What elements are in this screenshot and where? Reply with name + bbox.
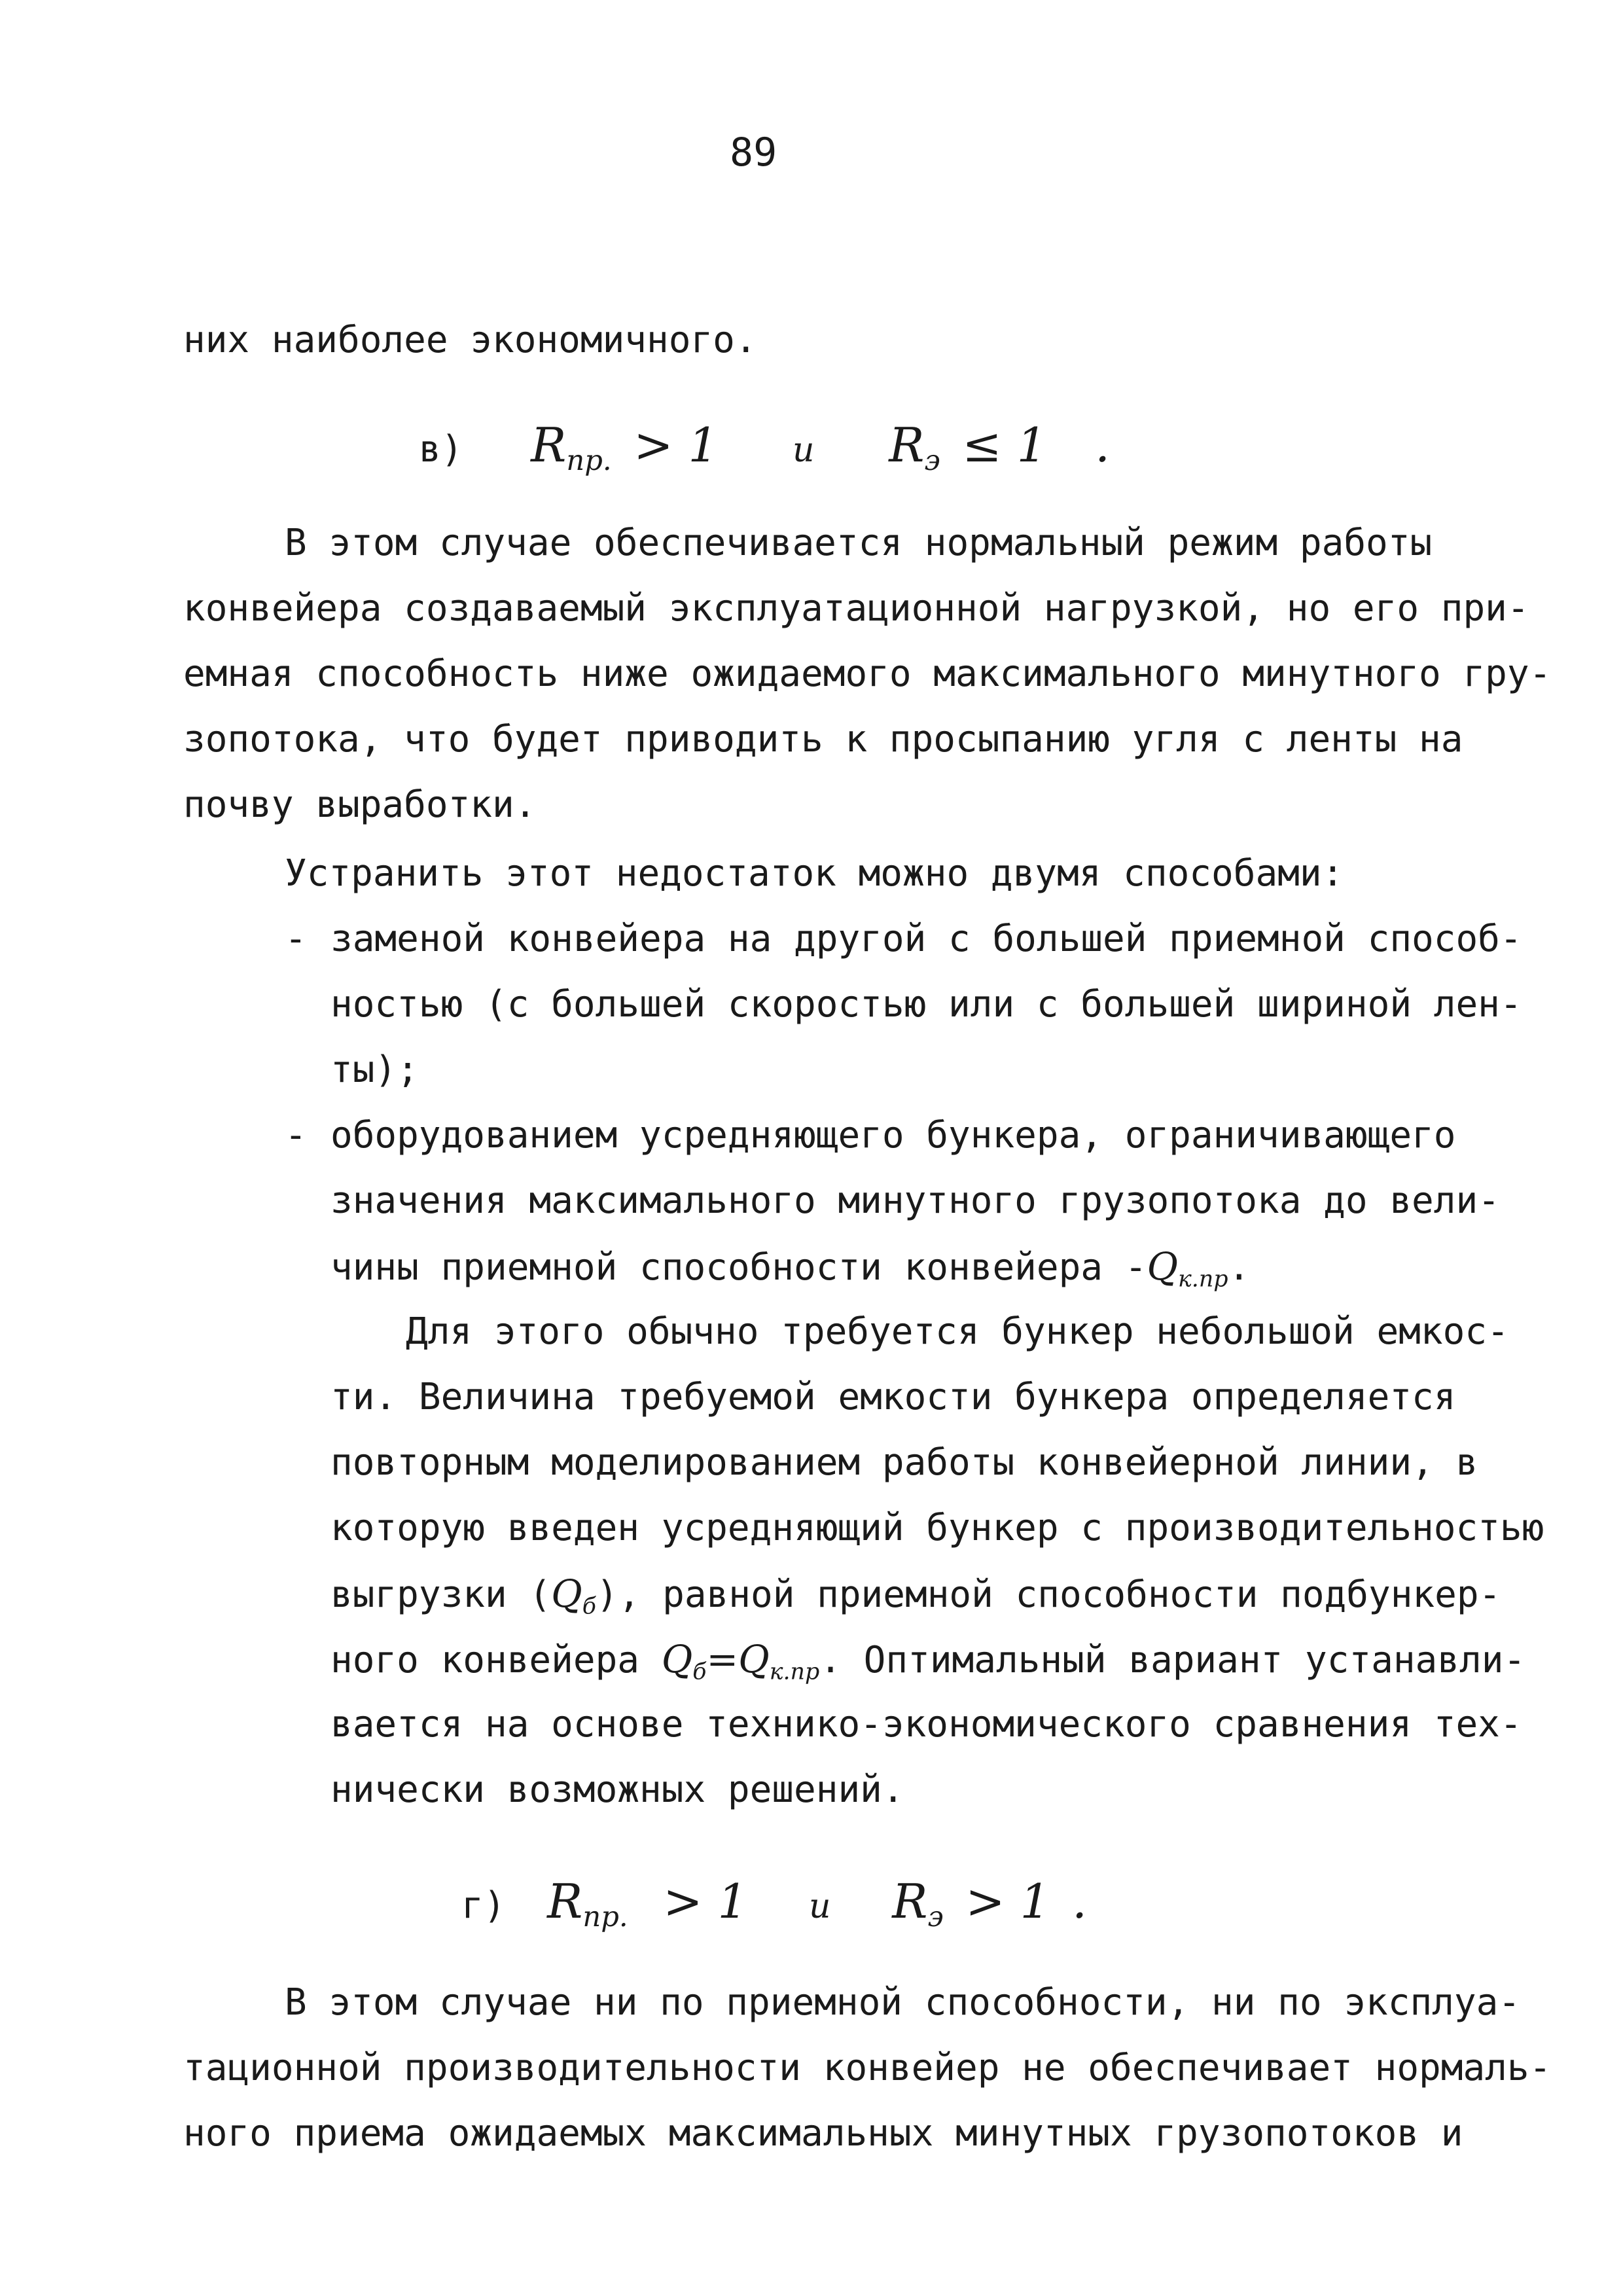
- list-dash: -: [285, 1114, 307, 1157]
- r-e-symbol: $R_э$: [889, 418, 940, 477]
- list-item-line: ты);: [330, 1049, 419, 1091]
- q-b-symbol: $Q_б$: [551, 1571, 596, 1620]
- list-item-line: заменой конвейера на другой с большей приемной способ-: [330, 918, 1522, 960]
- text-line: почву выработки.: [183, 783, 537, 826]
- list-item-line: оборудованием усредняющего бункера, ограничивающего: [330, 1114, 1456, 1157]
- conjunction: и: [809, 1887, 831, 1926]
- text-line: ного приема ожидаемых максимальных минутных грузопотоков и: [183, 2112, 1463, 2155]
- case-label: в): [419, 428, 463, 471]
- text-line: В этом случае обеспечивается нормальный режим работы: [285, 522, 1433, 564]
- text-line: ти. Величина требуемой емкости бункера определяется: [330, 1376, 1456, 1418]
- text-line: которую введен усредняющий бункер с производительностью: [330, 1507, 1544, 1549]
- text-line: нически возможных решений.: [330, 1768, 904, 1811]
- period: .: [1072, 1874, 1088, 1929]
- q-k-pr-symbol: $Q_{к.пр}$: [1147, 1244, 1228, 1293]
- page-number: 89: [730, 130, 777, 175]
- list-item-line: значения максимального минутного грузопотока до вели-: [330, 1179, 1500, 1222]
- text-line: Для этого обычно требуется бункер небольшой емкос-: [406, 1310, 1509, 1353]
- text-line: емная способность ниже ожидаемого максимального минутного гру-: [183, 653, 1552, 695]
- operator: > 1: [633, 418, 719, 473]
- text-line: тационной производительности конвейер не обеспечивает нормаль-: [183, 2047, 1552, 2089]
- q-b-equals-q-k-pr: $Q_б=Q_{к.пр}$: [661, 1637, 820, 1685]
- list-dash: -: [285, 918, 307, 960]
- r-pr-symbol: $R_{пр.}$: [531, 418, 612, 477]
- text-line: зопотока, что будет приводить к просыпанию угля с ленты на: [183, 718, 1463, 761]
- period: .: [1095, 418, 1111, 473]
- formula-case-g: [461, 1875, 1087, 1943]
- operator: > 1: [663, 1874, 748, 1929]
- r-pr-symbol: $R_{пр.}$: [547, 1874, 628, 1933]
- text-line: вается на основе технико-экономического сравнения тех-: [330, 1703, 1522, 1746]
- list-item-line: ностью (с большей скоростью или с большей шириной лен-: [330, 983, 1522, 1026]
- text-line: повторным моделированием работы конвейерной линии, в: [330, 1441, 1478, 1484]
- operator: ≤ 1: [962, 418, 1047, 473]
- list-item-line: чины приемной способности конвейера $-Q_{к.пр}$.: [330, 1244, 1251, 1293]
- r-e-symbol: $R_э$: [892, 1874, 944, 1933]
- text-line: ного конвейера $Q_б=Q_{к.пр}$. Оптимальный вариант устанавли-: [330, 1637, 1526, 1685]
- case-label: г): [461, 1884, 506, 1927]
- operator: > 1: [965, 1874, 1050, 1929]
- text-line: Устранить этот недостаток можно двумя способами:: [285, 852, 1344, 895]
- text-line: них наиболее экономичного.: [183, 319, 757, 361]
- text-line: выгрузки $(Q_б)$, равной приемной способности подбункер-: [330, 1571, 1501, 1620]
- text-line: конвейера создаваемый эксплуатационной нагрузкой, но его при-: [183, 587, 1529, 630]
- text-line: В этом случае ни по приемной способности, ни по эксплуа-: [285, 1981, 1521, 2024]
- formula-case-v: [419, 419, 1110, 487]
- conjunction: и: [793, 431, 815, 470]
